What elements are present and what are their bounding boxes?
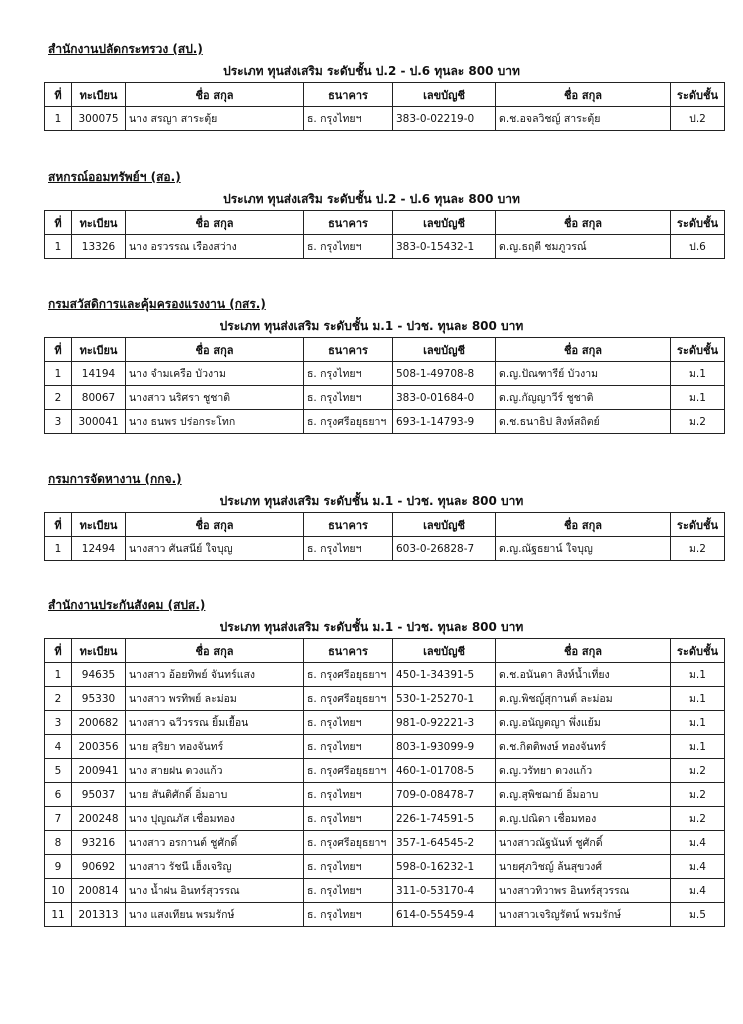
column-header: ชื่อ สกุล: [126, 83, 304, 107]
student-name-cell: ด.ญ.วรัทยา ดวงแก้ว: [496, 759, 671, 783]
section-subtitle: ประเภท ทุนส่งเสริม ระดับชั้น ป.2 - ป.6 ทุนละ 800 บาท: [223, 192, 520, 206]
account-number-cell: 693-1-14793-9: [393, 410, 496, 434]
member-name-cell: นางสาว รัชนี เฮ็งเจริญ: [126, 855, 304, 879]
grade-level-cell: ม.1: [671, 711, 725, 735]
account-number-cell: 981-0-92221-3: [393, 711, 496, 735]
grade-level-cell: ม.4: [671, 855, 725, 879]
student-name-cell: นายศุภวิชญ์ ล้นสุขวงศ์: [496, 855, 671, 879]
bank-name-cell: ธ. กรุงศรีอยุธยาฯ: [304, 663, 393, 687]
student-name-cell: ด.ช.อนันตา สิงห์น้ำเที่ยง: [496, 663, 671, 687]
column-header: ธนาคาร: [304, 513, 393, 537]
bank-name-cell: ธ. กรุงไทยฯ: [304, 362, 393, 386]
section-subtitle: ประเภท ทุนส่งเสริม ระดับชั้น ม.1 - ปวช. ทุนละ 800 บาท: [219, 620, 524, 634]
grade-level-cell: ม.2: [671, 807, 725, 831]
table-row: [45, 235, 725, 259]
column-header: ชื่อ สกุล: [496, 639, 671, 663]
section-title: สหกรณ์ออมทรัพย์ฯ (สอ.): [48, 170, 181, 184]
account-number-cell: 460-1-01708-5: [393, 759, 496, 783]
table-row: [45, 537, 725, 561]
registration-number-cell: 200356: [72, 735, 126, 759]
row-number-cell: 9: [45, 855, 72, 879]
scholarship-table: [44, 82, 725, 131]
account-number-cell: 603-0-26828-7: [393, 537, 496, 561]
column-header: ธนาคาร: [304, 338, 393, 362]
registration-number-cell: 200682: [72, 711, 126, 735]
registration-number-cell: 300075: [72, 107, 126, 131]
member-name-cell: นาง จำมเครือ บัวงาม: [126, 362, 304, 386]
grade-level-cell: ม.1: [671, 362, 725, 386]
section-title: สำนักงานปลัดกระทรวง (สป.): [48, 42, 203, 56]
grade-level-cell: ม.2: [671, 783, 725, 807]
row-number-cell: 1: [45, 362, 72, 386]
account-number-cell: 383-0-01684-0: [393, 386, 496, 410]
row-number-cell: 4: [45, 735, 72, 759]
bank-name-cell: ธ. กรุงไทยฯ: [304, 783, 393, 807]
student-name-cell: ด.ญ.ธฤตี ชมภูวรณ์: [496, 235, 671, 259]
grade-level-cell: ม.1: [671, 386, 725, 410]
column-header: ที่: [45, 83, 72, 107]
table-row: [45, 783, 725, 807]
member-name-cell: นางสาว อ้อยทิพย์ จันทร์แสง: [126, 663, 304, 687]
column-header: ระดับชั้น: [671, 83, 725, 107]
grade-level-cell: ม.5: [671, 903, 725, 927]
member-name-cell: นาง สายฝน ดวงแก้ว: [126, 759, 304, 783]
column-header: ทะเบียน: [72, 83, 126, 107]
row-number-cell: 10: [45, 879, 72, 903]
bank-name-cell: ธ. กรุงไทยฯ: [304, 903, 393, 927]
account-number-cell: 450-1-34391-5: [393, 663, 496, 687]
row-number-cell: 2: [45, 687, 72, 711]
table-row: [45, 386, 725, 410]
bank-name-cell: ธ. กรุงไทยฯ: [304, 235, 393, 259]
row-number-cell: 2: [45, 386, 72, 410]
column-header: เลขบัญชี: [393, 211, 496, 235]
table-row: [45, 879, 725, 903]
table-row: [45, 362, 725, 386]
column-header: เลขบัญชี: [393, 338, 496, 362]
column-header: ธนาคาร: [304, 639, 393, 663]
table-row: [45, 663, 725, 687]
scholarship-table: [44, 638, 725, 927]
student-name-cell: ด.ญ.กัญญาวีร์ ชูชาติ: [496, 386, 671, 410]
student-name-cell: นางสาวเจริญรัตน์ พรมรักษ์: [496, 903, 671, 927]
grade-level-cell: ม.4: [671, 831, 725, 855]
grade-level-cell: ป.6: [671, 235, 725, 259]
table-row: [45, 855, 725, 879]
section-title: กรมสวัสดิการและคุ้มครองแรงงาน (กสร.): [48, 297, 266, 311]
table-row: [45, 903, 725, 927]
registration-number-cell: 80067: [72, 386, 126, 410]
grade-level-cell: ม.1: [671, 735, 725, 759]
row-number-cell: 8: [45, 831, 72, 855]
table-header-row: [45, 338, 725, 362]
registration-number-cell: 200941: [72, 759, 126, 783]
grade-level-cell: ม.2: [671, 537, 725, 561]
table-row: [45, 807, 725, 831]
bank-name-cell: ธ. กรุงไทยฯ: [304, 107, 393, 131]
grade-level-cell: ม.1: [671, 663, 725, 687]
column-header: ชื่อ สกุล: [496, 211, 671, 235]
table-row: [45, 735, 725, 759]
bank-name-cell: ธ. กรุงไทยฯ: [304, 537, 393, 561]
column-header: ทะเบียน: [72, 639, 126, 663]
column-header: ระดับชั้น: [671, 513, 725, 537]
scholarship-table: [44, 210, 725, 259]
account-number-cell: 803-1-93099-9: [393, 735, 496, 759]
account-number-cell: 383-0-15432-1: [393, 235, 496, 259]
table-row: [45, 687, 725, 711]
account-number-cell: 226-1-74591-5: [393, 807, 496, 831]
grade-level-cell: ม.4: [671, 879, 725, 903]
column-header: ที่: [45, 639, 72, 663]
scholarship-table: [44, 337, 725, 434]
column-header: ธนาคาร: [304, 83, 393, 107]
student-name-cell: ด.ช.อจลวิชญ์ สาระตุ้ย: [496, 107, 671, 131]
column-header: ชื่อ สกุล: [496, 513, 671, 537]
column-header: ทะเบียน: [72, 211, 126, 235]
column-header: ทะเบียน: [72, 338, 126, 362]
bank-name-cell: ธ. กรุงศรีอยุธยาฯ: [304, 759, 393, 783]
grade-level-cell: ม.2: [671, 759, 725, 783]
section-subtitle: ประเภท ทุนส่งเสริม ระดับชั้น ม.1 - ปวช. ทุนละ 800 บาท: [219, 494, 524, 508]
grade-level-cell: ม.2: [671, 410, 725, 434]
table-header-row: [45, 513, 725, 537]
table-header-row: [45, 83, 725, 107]
column-header: ชื่อ สกุล: [496, 338, 671, 362]
student-name-cell: ด.ญ.สุพิชฌาย์ อิ่มอาบ: [496, 783, 671, 807]
row-number-cell: 1: [45, 107, 72, 131]
student-name-cell: ด.ช.กิตติพงษ์ ทองจันทร์: [496, 735, 671, 759]
column-header: ชื่อ สกุล: [496, 83, 671, 107]
registration-number-cell: 300041: [72, 410, 126, 434]
member-name-cell: นางสาว พรทิพย์ ละม่อม: [126, 687, 304, 711]
column-header: เลขบัญชี: [393, 513, 496, 537]
bank-name-cell: ธ. กรุงไทยฯ: [304, 735, 393, 759]
account-number-cell: 508-1-49708-8: [393, 362, 496, 386]
bank-name-cell: ธ. กรุงไทยฯ: [304, 879, 393, 903]
column-header: ทะเบียน: [72, 513, 126, 537]
column-header: ชื่อ สกุล: [126, 338, 304, 362]
column-header: ชื่อ สกุล: [126, 639, 304, 663]
grade-level-cell: ป.2: [671, 107, 725, 131]
member-name-cell: นาง ปุญณภัส เชื่อมทอง: [126, 807, 304, 831]
column-header: ระดับชั้น: [671, 338, 725, 362]
student-name-cell: ด.ญ.ปัณฑารีย์ บัวงาม: [496, 362, 671, 386]
row-number-cell: 1: [45, 235, 72, 259]
registration-number-cell: 95330: [72, 687, 126, 711]
bank-name-cell: ธ. กรุงไทยฯ: [304, 386, 393, 410]
row-number-cell: 5: [45, 759, 72, 783]
registration-number-cell: 12494: [72, 537, 126, 561]
table-row: [45, 711, 725, 735]
student-name-cell: นางสาวทิวาพร อินทร์สุวรรณ: [496, 879, 671, 903]
registration-number-cell: 14194: [72, 362, 126, 386]
registration-number-cell: 93216: [72, 831, 126, 855]
column-header: ระดับชั้น: [671, 639, 725, 663]
row-number-cell: 1: [45, 663, 72, 687]
table-row: [45, 107, 725, 131]
table-row: [45, 759, 725, 783]
member-name-cell: นางสาว นริศรา ชูชาติ: [126, 386, 304, 410]
table-header-row: [45, 639, 725, 663]
row-number-cell: 1: [45, 537, 72, 561]
column-header: เลขบัญชี: [393, 639, 496, 663]
member-name-cell: นาง สรญา สาระตุ้ย: [126, 107, 304, 131]
member-name-cell: นาย สุริยา ทองจันทร์: [126, 735, 304, 759]
section-title: สำนักงานประกันสังคม (สปส.): [48, 598, 206, 612]
member-name-cell: นาง ธนพร ปร่อกระโทก: [126, 410, 304, 434]
row-number-cell: 11: [45, 903, 72, 927]
column-header: เลขบัญชี: [393, 83, 496, 107]
member-name-cell: นาย สันติศักดิ์ อิ่มอาบ: [126, 783, 304, 807]
row-number-cell: 6: [45, 783, 72, 807]
student-name-cell: ด.ญ.ปณิดา เชื่อมทอง: [496, 807, 671, 831]
bank-name-cell: ธ. กรุงไทยฯ: [304, 855, 393, 879]
member-name-cell: นางสาว อรกานต์ ชูศักดิ์: [126, 831, 304, 855]
student-name-cell: ด.ญ.ณัฐธยาน์ ใจบุญ: [496, 537, 671, 561]
registration-number-cell: 200248: [72, 807, 126, 831]
account-number-cell: 709-0-08478-7: [393, 783, 496, 807]
row-number-cell: 3: [45, 711, 72, 735]
registration-number-cell: 90692: [72, 855, 126, 879]
column-header: ชื่อ สกุล: [126, 513, 304, 537]
account-number-cell: 598-0-16232-1: [393, 855, 496, 879]
grade-level-cell: ม.1: [671, 687, 725, 711]
bank-name-cell: ธ. กรุงไทยฯ: [304, 807, 393, 831]
registration-number-cell: 95037: [72, 783, 126, 807]
student-name-cell: ด.ช.ธนาธิป สิงห์สถิตย์: [496, 410, 671, 434]
column-header: ที่: [45, 211, 72, 235]
student-name-cell: ด.ญ.อนัญตญา พึ่งแย้ม: [496, 711, 671, 735]
account-number-cell: 530-1-25270-1: [393, 687, 496, 711]
row-number-cell: 7: [45, 807, 72, 831]
table-header-row: [45, 211, 725, 235]
member-name-cell: นางสาว ศันสนีย์ ใจบุญ: [126, 537, 304, 561]
column-header: ระดับชั้น: [671, 211, 725, 235]
registration-number-cell: 201313: [72, 903, 126, 927]
registration-number-cell: 13326: [72, 235, 126, 259]
column-header: ธนาคาร: [304, 211, 393, 235]
row-number-cell: 3: [45, 410, 72, 434]
member-name-cell: นาง อรวรรณ เรืองสว่าง: [126, 235, 304, 259]
section-subtitle: ประเภท ทุนส่งเสริม ระดับชั้น ม.1 - ปวช. ทุนละ 800 บาท: [219, 319, 524, 333]
account-number-cell: 311-0-53170-4: [393, 879, 496, 903]
column-header: ชื่อ สกุล: [126, 211, 304, 235]
account-number-cell: 383-0-02219-0: [393, 107, 496, 131]
column-header: ที่: [45, 338, 72, 362]
column-header: ที่: [45, 513, 72, 537]
scholarship-table: [44, 512, 725, 561]
registration-number-cell: 94635: [72, 663, 126, 687]
member-name-cell: นาง แสงเทียน พรมรักษ์: [126, 903, 304, 927]
student-name-cell: ด.ญ.พิชญ์สุกานต์ ละม่อม: [496, 687, 671, 711]
bank-name-cell: ธ. กรุงไทยฯ: [304, 711, 393, 735]
table-row: [45, 410, 725, 434]
section-title: กรมการจัดหางาน (กกจ.): [48, 472, 182, 486]
bank-name-cell: ธ. กรุงศรีอยุธยาฯ: [304, 410, 393, 434]
account-number-cell: 357-1-64545-2: [393, 831, 496, 855]
bank-name-cell: ธ. กรุงศรีอยุธยาฯ: [304, 831, 393, 855]
member-name-cell: นาง น้ำฝน อินทร์สุวรรณ: [126, 879, 304, 903]
table-row: [45, 831, 725, 855]
account-number-cell: 614-0-55459-4: [393, 903, 496, 927]
bank-name-cell: ธ. กรุงศรีอยุธยาฯ: [304, 687, 393, 711]
member-name-cell: นางสาว ฉวีวรรณ ยิ้มเยื้อน: [126, 711, 304, 735]
student-name-cell: นางสาวณัฐนันท์ ชูศักดิ์: [496, 831, 671, 855]
registration-number-cell: 200814: [72, 879, 126, 903]
section-subtitle: ประเภท ทุนส่งเสริม ระดับชั้น ป.2 - ป.6 ทุนละ 800 บาท: [223, 64, 520, 78]
